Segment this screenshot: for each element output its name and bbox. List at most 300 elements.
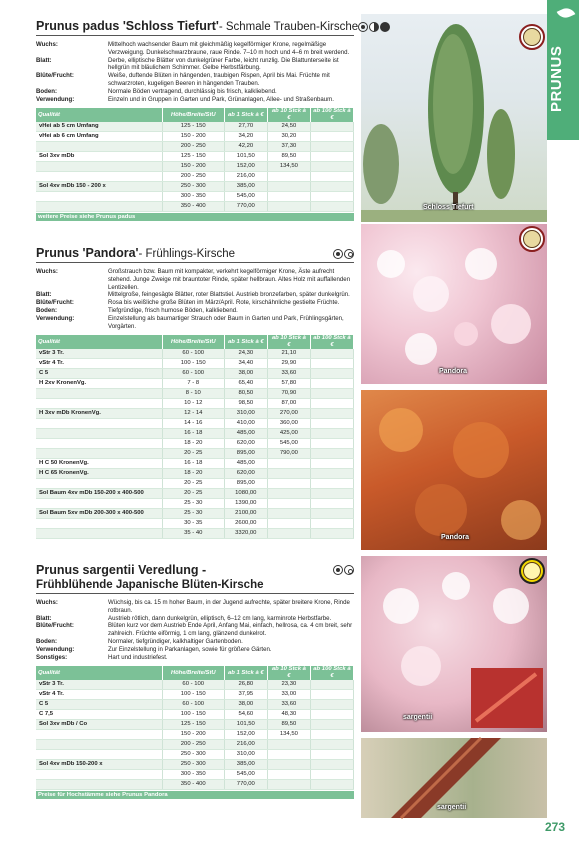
table-cell: 216,00 [224,172,267,182]
table-cell: 34,40 [224,359,267,369]
table-cell: 250 - 300 [162,750,224,760]
table-cell [310,690,353,700]
column-header: Qualität [36,335,162,349]
table-cell: 545,00 [267,439,310,449]
table-cell: 10 - 12 [162,399,224,409]
table-cell: 16 - 18 [162,429,224,439]
table-cell: H C 65 KronenVg. [36,469,162,479]
table-cell [310,122,353,132]
product-name: Prunus 'Pandora' [36,246,139,260]
table-cell: 3320,00 [224,529,267,539]
property-value: Großstrauch bzw. Baum mit kompakter, verkehrt kegelförmiger Krone, Äste aufrecht stehend. Junge Zweige mit brauntoter Rinde, später hellbraun. Altes Holz mit auffallenden Lentizellen. [108,268,351,291]
table-cell [36,389,162,399]
property-row [36,638,354,646]
table-cell: 2100,00 [224,509,267,519]
table-cell [267,459,310,469]
property-label: Verwendung: [36,95,75,103]
product-title [36,246,354,263]
table-cell [36,740,162,750]
table-cell: 790,00 [267,449,310,459]
table-cell: vStr 4 Tr. [36,359,162,369]
column-header: ab 1 Stck à € [224,666,267,680]
photo-caption: Schloss Tiefurt [423,204,474,211]
table-cell: 27,70 [224,122,267,132]
table-cell: 7 - 8 [162,379,224,389]
table-cell [310,479,353,489]
table-cell: 385,00 [224,760,267,770]
table-cell: 60 - 100 [162,369,224,379]
table-cell [267,529,310,539]
property-value: Mittelhoch wachsender Baum mit gleichmäßig kegelförmiger Krone, regelmäßige Verzweigung. Dunkelschwarzbraune, raue Rinde. 7–10 m hoch und 4–6 m breit werdend. [108,41,350,56]
table-cell: vStr 3 Tr. [36,680,162,690]
table-cell: 24,30 [224,349,267,359]
table-cell: 18 - 20 [162,439,224,449]
photo-caption: Pandora [441,534,470,541]
table-cell: 310,00 [224,409,267,419]
table-cell: 545,00 [224,192,267,202]
table-cell: 2600,00 [224,519,267,529]
table-cell [310,680,353,690]
sun-icon [333,565,343,575]
table-cell: 1390,00 [224,499,267,509]
table-cell [267,202,310,212]
table-cell [310,469,353,479]
table-cell: 54,60 [224,710,267,720]
table-cell: 89,50 [267,152,310,162]
table-cell: 125 - 150 [162,720,224,730]
table-row [36,509,354,519]
table-row [36,459,354,469]
property-value: Mittelgroße, feingesägte Blätter, roter Blattstiel. Austrieb bronzefarben, später dunkelgrün. [108,291,350,299]
table-cell [36,529,162,539]
product-common-name: - Schmale Trauben-Kirsche [218,21,359,33]
table-cell: 216,00 [224,740,267,750]
table-row [36,780,354,790]
product-common-name: Frühblühende Japanische Blüten-Kirsche [36,579,264,591]
table-cell: 134,50 [267,730,310,740]
table-cell: C 5 [36,700,162,710]
table-row [36,449,354,459]
property-label: Sonstiges: [36,653,68,661]
property-row [36,41,354,57]
property-label: Blüte/Frucht: [36,299,74,307]
table-cell [310,162,353,172]
table-row [36,419,354,429]
table-row [36,529,354,539]
table-cell [310,740,353,750]
table-cell: Sol Baum 4xv mDb 150-200 x 400-500 [36,489,162,499]
table-row [36,429,354,439]
table-cell: 30,20 [267,132,310,142]
property-row [36,315,354,331]
price-table [36,666,354,790]
table-cell: 152,00 [224,162,267,172]
property-label: Blatt: [36,614,52,622]
table-cell: 23,30 [267,680,310,690]
table-cell [267,770,310,780]
property-row [36,307,354,315]
table-cell: 42,20 [224,142,267,152]
table-cell [310,419,353,429]
photo-caption: sargentii [403,714,433,721]
table-cell [267,780,310,790]
table-cell [36,519,162,529]
table-cell: 100 - 150 [162,710,224,720]
table-cell [310,459,353,469]
property-value: Hart und industriefest. [108,653,168,661]
table-cell [267,509,310,519]
photo-sargentii-blossom [361,556,547,732]
table-cell: 300 - 350 [162,192,224,202]
sun-icon [333,249,343,259]
table-cell [267,172,310,182]
table-cell: 100 - 150 [162,690,224,700]
price-footnote: Preise für Hochstämme siehe Prunus Pandora [36,791,354,799]
table-cell: 57,80 [267,379,310,389]
table-cell [310,720,353,730]
property-row [36,72,354,88]
table-cell: 770,00 [224,780,267,790]
table-cell [267,479,310,489]
table-row [36,680,354,690]
table-cell [310,182,353,192]
table-row [36,389,354,399]
table-cell [36,429,162,439]
table-cell: 20 - 25 [162,489,224,499]
product-section [36,19,359,221]
table-cell: 1080,00 [224,489,267,499]
table-cell: 310,00 [224,750,267,760]
table-cell [267,760,310,770]
table-cell [267,469,310,479]
table-cell: 16 - 18 [162,459,224,469]
table-cell: 21,10 [267,349,310,359]
table-cell [36,499,162,509]
table-cell: 250 - 300 [162,182,224,192]
column-header: Höhe/Breite/StU [162,335,224,349]
table-cell [310,750,353,760]
table-cell: 895,00 [224,479,267,489]
column-header: Höhe/Breite/StU [162,666,224,680]
property-label: Wuchs: [36,41,58,48]
table-cell: 360,00 [267,419,310,429]
table-cell: 29,90 [267,359,310,369]
price-table [36,108,354,212]
property-label: Verwendung: [36,645,75,653]
seal-badge [519,226,545,252]
table-cell: 545,00 [224,770,267,780]
table-cell: 150 - 200 [162,730,224,740]
table-cell [310,509,353,519]
autumn-foliage-illustration [361,390,547,550]
table-cell: 134,50 [267,162,310,172]
table-cell [310,192,353,202]
table-cell [36,780,162,790]
table-cell: 125 - 150 [162,122,224,132]
table-cell: 33,60 [267,700,310,710]
table-row [36,720,354,730]
property-row [36,646,354,654]
table-row [36,750,354,760]
table-cell: 485,00 [224,459,267,469]
property-row [36,615,354,623]
table-cell: 101,50 [224,152,267,162]
table-cell: Sol 3xv mDb / Co [36,720,162,730]
table-cell: 34,20 [224,132,267,142]
column-header: Qualität [36,666,162,680]
table-cell: vStr 3 Tr. [36,349,162,359]
product-title: Prunus sargentii Veredlung - Frühblühende Japanische Blüten-Kirsche [36,563,354,594]
table-cell: vStr 4 Tr. [36,690,162,700]
table-cell: 101,50 [224,720,267,730]
table-row [36,152,354,162]
table-cell: 14 - 16 [162,419,224,429]
table-row [36,770,354,780]
table-cell [36,162,162,172]
sun-icon [358,22,368,32]
property-row [36,268,354,291]
table-header-row [36,108,354,122]
table-cell [36,479,162,489]
table-cell: 87,00 [267,399,310,409]
table-row [36,519,354,529]
column-header: ab 100 Stck à € [310,666,353,680]
table-row [36,700,354,710]
photo-pandora-autumn [361,390,547,550]
table-cell: 200 - 250 [162,142,224,152]
table-row [36,690,354,700]
table-row [36,202,354,212]
table-cell [310,152,353,162]
property-label: Wuchs: [36,599,58,606]
table-row [36,122,354,132]
table-cell [310,202,353,212]
table-cell [310,760,353,770]
property-value: Einzeln und in Gruppen in Garten und Park, Grünanlagen, Allee- und Straßenbaum. [108,95,334,103]
property-label: Verwendung: [36,314,75,322]
column-header: ab 10 Stck à € [267,666,310,680]
category-tab-label [548,82,565,112]
column-header: ab 10 Stck à € [267,335,310,349]
property-value: Wüchsig, bis ca. 15 m hoher Baum, in der Jugend aufrechte, später breitere Krone, Rinde rotbraun. [108,599,350,614]
table-row [36,710,354,720]
page-number: 273 [545,820,566,834]
column-header: ab 100 Stck à € [310,108,353,122]
table-cell: 26,80 [224,680,267,690]
table-cell [310,770,353,780]
table-cell: 38,00 [224,700,267,710]
table-cell: 25 - 30 [162,499,224,509]
table-cell: 60 - 100 [162,700,224,710]
table-cell [310,142,353,152]
table-cell: 65,40 [224,379,267,389]
property-label: Boden: [36,306,57,314]
property-value: Austrieb rötlich, dann dunkelgrün, elliptisch, 6–12 cm lang, karminrote Herbstfarbe. [108,614,332,622]
table-cell [267,182,310,192]
table-cell [310,700,353,710]
table-header-row [36,335,354,349]
table-cell [310,172,353,182]
table-row [36,162,354,172]
table-cell: 250 - 300 [162,760,224,770]
product-properties [36,268,354,330]
table-cell [36,142,162,152]
property-value: Tiefgründige, frisch humose Böden, kalkliebend. [108,306,238,314]
table-cell [310,429,353,439]
table-cell: 770,00 [224,202,267,212]
table-cell: H 2xv KronenVg. [36,379,162,389]
product-properties [36,41,354,103]
table-cell: 37,30 [267,142,310,152]
table-cell: 410,00 [224,419,267,429]
seal-badge [519,24,545,50]
product-name: Prunus sargentii Veredlung [36,563,199,577]
sargentii-blossom-illustration [361,556,547,732]
table-row [36,182,354,192]
table-cell: 620,00 [224,439,267,449]
blossom-illustration [361,224,547,384]
photo-schloss-tiefurt [361,14,547,222]
price-footnote: weitere Preise siehe Prunus padus [36,213,354,221]
table-cell [310,399,353,409]
table-cell [36,192,162,202]
table-cell: 425,00 [267,429,310,439]
column-header: ab 1 Stck à € [224,335,267,349]
property-row [36,654,354,662]
table-cell [310,439,353,449]
column-header: Höhe/Breite/StU [162,108,224,122]
table-cell: Sol 4xv mDb 150 - 200 x [36,182,162,192]
column-header: ab 1 Stck à € [224,108,267,122]
table-row [36,489,354,499]
property-value: Weiße, duftende Blüten in hängenden, traubigen Rispen, April bis Mai. Früchte mit schwarzroten, kugeligen Beeren in hängenden Trauben. [108,72,330,87]
column-header: ab 10 Stck à € [267,108,310,122]
table-cell: 89,50 [267,720,310,730]
table-row [36,359,354,369]
table-cell [267,519,310,529]
table-cell [310,359,353,369]
table-row [36,399,354,409]
table-cell: 20 - 25 [162,449,224,459]
table-row [36,740,354,750]
table-cell: 385,00 [224,182,267,192]
table-cell: vHei ab 6 cm Umfang [36,132,162,142]
table-cell [310,349,353,359]
table-cell: 25 - 30 [162,509,224,519]
table-cell: 80,50 [224,389,267,399]
table-cell: H 3xv mDb KronenVg. [36,409,162,419]
table-cell [310,519,353,529]
table-cell [36,172,162,182]
table-cell: 48,30 [267,710,310,720]
property-label: Boden: [36,637,57,645]
table-cell [310,369,353,379]
property-value: Blüten kurz vor dem Austrieb Ende April, Anfang Mai, einfach, hellrosa, ca. 4 cm breit, sehr zahlreich. Früchte eiförmig, 1 cm lang, glänzend dunkelrot. [108,622,353,638]
table-row [36,469,354,479]
property-row [36,622,354,638]
half-shade-icon [344,249,354,259]
table-cell: C 5 [36,369,162,379]
table-row [36,132,354,142]
property-row [36,57,354,73]
table-row [36,730,354,740]
table-cell: 895,00 [224,449,267,459]
table-cell [267,192,310,202]
property-value: Rosa bis weißliche große Blüten im März/April. Rote, kirschähnliche gestielte Früchte. [108,299,340,307]
property-row [36,299,354,307]
photo-caption: sargentii [437,804,467,811]
table-cell [36,439,162,449]
property-label: Blatt: [36,291,52,299]
table-cell [36,770,162,780]
photo-sargentii-bark [361,738,547,818]
property-row [36,599,354,615]
table-cell [267,499,310,509]
photo-caption: Pandora [439,368,468,375]
property-label: Boden: [36,87,57,95]
table-cell: vHei ab 5 cm Umfang [36,122,162,132]
product-properties [36,599,354,661]
table-cell: 98,50 [224,399,267,409]
table-cell [310,132,353,142]
table-cell: 60 - 100 [162,680,224,690]
table-cell: 350 - 400 [162,202,224,212]
table-cell: 200 - 250 [162,172,224,182]
property-value: Normaler, tiefgründiger, kalkhaltiger Gartenboden. [108,637,243,645]
table-cell [310,529,353,539]
table-cell [310,489,353,499]
table-cell [310,499,353,509]
table-cell: 150 - 200 [162,162,224,172]
table-cell: Sol 4xv mDb 150-200 x [36,760,162,770]
property-value: Einzelstellung als baumartiger Strauch oder Baum in Garten und Park, Frühlingsgärten, Vorgärten. [108,314,344,330]
table-cell: 37,95 [224,690,267,700]
tree-illustration [361,14,547,222]
table-cell: 270,00 [267,409,310,419]
table-cell [36,202,162,212]
table-cell: 60 - 100 [162,349,224,359]
product-section [36,246,354,539]
table-cell [36,750,162,760]
table-row [36,192,354,202]
table-row [36,439,354,449]
property-value: Normale Böden vertragend, durchlässig bis frisch, kalkliebend. [108,87,277,95]
table-cell: 38,00 [224,369,267,379]
table-cell [310,389,353,399]
table-cell [310,409,353,419]
price-table [36,335,354,539]
property-label: Blüte/Frucht: [36,622,74,630]
property-label: Blüte/Frucht: [36,72,74,80]
product-title [36,19,359,36]
table-cell: 125 - 150 [162,152,224,162]
property-row [36,96,354,104]
table-cell: 350 - 400 [162,780,224,790]
table-cell: H C 50 KronenVg. [36,459,162,469]
table-cell [310,780,353,790]
table-cell [310,730,353,740]
table-cell: Sol Baum 5xv mDb 200-300 x 400-500 [36,509,162,519]
table-cell [310,710,353,720]
table-cell: 152,00 [224,730,267,740]
table-row [36,409,354,419]
table-row [36,760,354,770]
table-cell [310,379,353,389]
table-cell: 100 - 150 [162,359,224,369]
table-cell [267,750,310,760]
table-cell [36,399,162,409]
table-cell: 20 - 25 [162,479,224,489]
